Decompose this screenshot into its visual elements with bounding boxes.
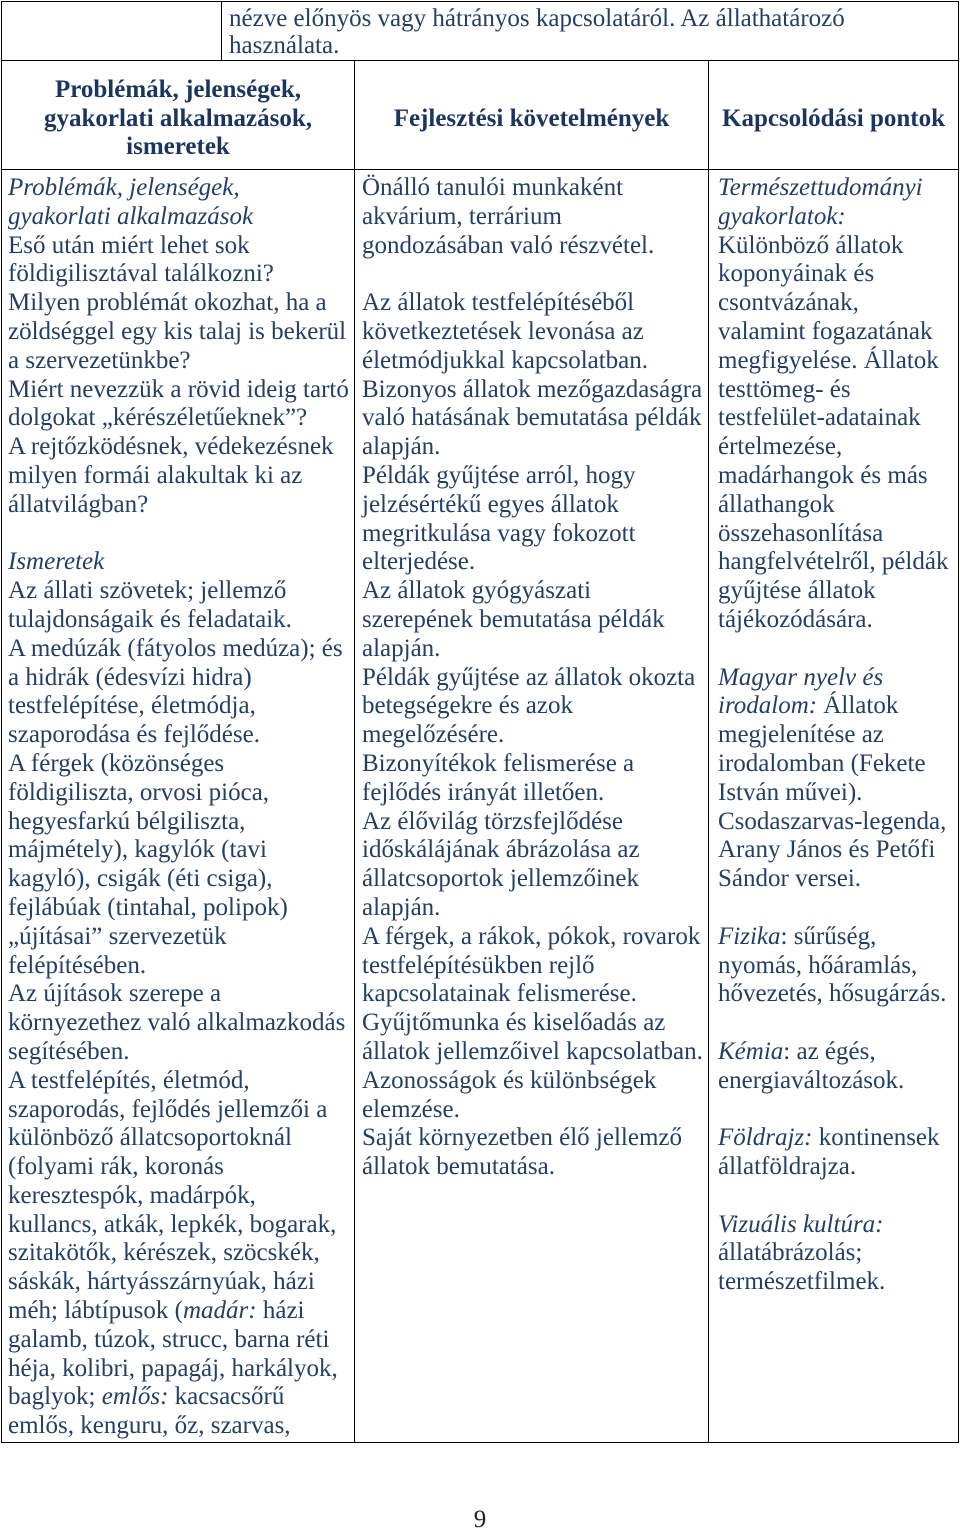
text-line: nyomás, hőáramlás, [718, 951, 918, 979]
text-line: Az újítások szerepe a [8, 980, 222, 1008]
text-line: összehasonlítása [718, 519, 884, 547]
text-line: következtetések levonása az [362, 317, 644, 345]
text-line: Gyűjtőmunka és kiselőadás az [362, 1009, 666, 1037]
text-line: A medúzák (fátyolos medúza); és [8, 634, 343, 662]
text-line: állatábrázolás; [718, 1239, 863, 1267]
text-line: állathangok [718, 490, 835, 518]
text-line: dolgokat „kérészéletűeknek”? [8, 404, 308, 432]
text-line: energiaváltozások. [718, 1066, 905, 1094]
text-line: tájékozódására. [718, 605, 873, 633]
text-block [8, 548, 354, 1441]
text-line: galamb, túzok, strucc, barna réti [8, 1325, 330, 1353]
text-line: milyen formái alakultak ki az [8, 461, 303, 489]
text-line: Különböző állatok [718, 231, 904, 259]
text-line: állatvilágban? [8, 490, 149, 518]
text-line: Bizonyos állatok mezőgazdaságra [362, 375, 703, 403]
text-line [718, 1124, 958, 1153]
italic-text: Természettudományi [718, 174, 923, 201]
page-number: 9 [473, 1506, 487, 1532]
text-line: megritkulása vagy fokozott [362, 519, 636, 547]
text-line [8, 1383, 354, 1412]
text-line: megjelenítése az [718, 721, 884, 749]
text-line: elemzése. [362, 1095, 460, 1123]
text-line: A férgek (közönséges [8, 749, 225, 777]
text-line: akvárium, terrárium [362, 202, 562, 230]
header-line: Fejlesztési követelmények [393, 104, 670, 132]
text-line: fejlődés irányát illetően. [362, 778, 605, 806]
italic-text: gyakorlati alkalmazások [8, 202, 254, 230]
text-line: jelzésértékű egyes állatok [362, 490, 619, 518]
text-line: testtömeg- és [718, 375, 851, 403]
text-line: értelmezése, [718, 433, 843, 461]
text-line: életmódjukkal kapcsolatban. [362, 346, 649, 374]
text-line: segítésében. [8, 1037, 130, 1065]
text-block [718, 923, 958, 1009]
text-line: Milyen problémát okozhat, ha a [8, 289, 327, 317]
text-line: keresztespók, madárpók, [8, 1181, 256, 1209]
text-line: Azonosságok és különbségek [362, 1066, 657, 1094]
text-block [718, 1038, 958, 1096]
text-line: nézve előnyös vagy hátrányos kapcsolatáról. Az állathatározó [229, 5, 845, 32]
text-line: Példák gyűjtése arról, hogy [362, 461, 636, 489]
text-line: felépítésében. [8, 951, 147, 979]
column-header-requirements [354, 60, 709, 170]
text-line: a hidrák (édesvízi hidra) [8, 663, 252, 691]
text-line: használata. [229, 32, 340, 59]
text-line: „újításai” szervezetük [8, 922, 227, 950]
text-line: szaporodás, fejlődés jellemzői a [8, 1095, 328, 1123]
text-line: földigilisztával találkozni? [8, 260, 274, 288]
text-line: megfigyelése. Állatok [718, 346, 939, 374]
column-body-problems [1, 169, 355, 1443]
text-line: kullancs, atkák, lepkék, bogarak, [8, 1210, 337, 1238]
text-line: alapján. [362, 634, 441, 662]
text-line: A férgek, a rákok, pókok, rovarok [362, 922, 701, 950]
text-line: testfelépítésükben rejlő [362, 951, 595, 979]
text-line: a szervezetünkbe? [8, 346, 191, 374]
text-line [8, 548, 354, 577]
text-block [718, 1211, 958, 1297]
text-block [362, 174, 708, 260]
text-line: Saját környezetben élő jellemző [362, 1124, 683, 1152]
text-line: betegségekre és azok [362, 692, 573, 720]
text-line: (folyami rák, koronás [8, 1153, 224, 1181]
header-line: ismeretek [126, 133, 230, 161]
text-line: Az élővilág törzsfejlődése [362, 807, 624, 835]
text-line: sáskák, hártyásszárnyúak, házi [8, 1268, 315, 1296]
italic-text: Vizuális kultúra: [718, 1210, 884, 1238]
text-line: alapján. [362, 893, 441, 921]
text-line [718, 692, 958, 721]
text-block [718, 664, 958, 894]
italic-text: irodalom: [718, 692, 818, 720]
text-line [8, 203, 354, 232]
text-line [718, 1038, 958, 1067]
text-line: májmétely), kagylók (tavi [8, 836, 267, 864]
text-block [362, 289, 708, 1182]
text-line: irodalomban (Fekete [718, 749, 926, 777]
text-line: szerepének bemutatása példák [362, 605, 665, 633]
text-line: Önálló tanulói munkaként [362, 174, 624, 201]
text-line: való hatásának bemutatása példák [362, 404, 702, 432]
column-header-connections [708, 60, 959, 170]
italic-text: Kémia [718, 1037, 784, 1065]
text-line: Példák gyűjtése az állatok okozta [362, 663, 696, 691]
header-text [44, 76, 312, 162]
text-line: hangfelvételről, példák [718, 548, 949, 576]
text-line: testfelépítése, életmódja, [8, 692, 256, 720]
text-line [8, 1297, 354, 1326]
text-segment: házi [256, 1297, 305, 1325]
text-line: zöldséggel egy kis talaj is bekerül [8, 317, 347, 345]
text-line [718, 174, 958, 203]
text-line: különböző állatcsoportoknál [8, 1124, 292, 1152]
text-line: fejlábúak (tintahal, polipok) [8, 893, 288, 921]
text-line: A testfelépítés, életmód, [8, 1066, 250, 1094]
text-line: emlős, kenguru, őz, szarvas, [8, 1412, 291, 1440]
italic-text: Fizika [718, 922, 781, 950]
text-line: tulajdonságaik és feladataik. [8, 605, 292, 633]
text-segment: baglyok; [8, 1383, 102, 1411]
text-line [718, 203, 958, 232]
text-line: héja, kolibri, papagáj, harkályok, [8, 1354, 338, 1382]
text-line: A rejtőzködésnek, védekezésnek [8, 433, 334, 461]
italic-text: gyakorlatok: [718, 202, 846, 230]
text-line: Sándor versei. [718, 865, 862, 893]
text-line [718, 664, 958, 693]
text-line: Miért nevezzük a rövid ideig tartó [8, 375, 349, 403]
text-line: földigiliszta, orvosi pióca, [8, 778, 270, 806]
text-line: gondozásában való részvétel. [362, 231, 655, 259]
text-line: valamint fogazatának [718, 317, 933, 345]
column-header-problems [1, 60, 355, 170]
text-line: csontvázának, [718, 289, 859, 317]
text-line: testfelület-adatainak [718, 404, 921, 432]
text-line [718, 1211, 958, 1240]
italic-text: emlős: [101, 1383, 169, 1411]
italic-text: madár: [182, 1297, 257, 1325]
text-line: kagyló), csigák (éti csiga), [8, 865, 273, 893]
italic-text: Magyar nyelv és [718, 663, 884, 691]
text-line: állatcsoportok jellemzőinek [362, 865, 639, 893]
text-segment: kacsacsőrű [168, 1383, 285, 1411]
text-block [8, 174, 354, 520]
text-line: Bizonyítékok felismerése a [362, 749, 635, 777]
text-line [718, 923, 958, 952]
text-line: elterjedése. [362, 548, 476, 576]
text-line: szitakötők, kérészek, szöcskék, [8, 1239, 320, 1267]
italic-text: Problémák, jelenségek, [8, 174, 240, 201]
text-segment: méh; lábtípusok ( [8, 1297, 183, 1325]
text-line: időskálájának ábrázolása az [362, 836, 640, 864]
text-line: Eső után miért lehet sok [8, 231, 250, 259]
text-line: hővezetés, hősugárzás. [718, 980, 947, 1008]
text-line: madárhangok és más [718, 461, 928, 489]
text-line: kapcsolatainak felismerése. [362, 980, 637, 1008]
text-segment: Állatok [817, 692, 899, 720]
text-line: Az állatok testfelépítéséből [362, 289, 635, 317]
text-line: koponyáinak és [718, 260, 875, 288]
text-line: gyűjtése állatok [718, 577, 876, 605]
text-line: Csodaszarvas-legenda, [718, 807, 947, 835]
text-line: állatföldrajza. [718, 1153, 857, 1181]
italic-text: Ismeretek [8, 548, 105, 576]
text-line: alapján. [362, 433, 441, 461]
text-line: Arany János és Petőfi [718, 836, 936, 864]
text-line: Az állati szövetek; jellemző [8, 577, 287, 605]
text-line: Az állatok gyógyászati [362, 577, 592, 605]
header-line: Problémák, jelenségek, [54, 75, 302, 103]
text-line: állatok bemutatása. [362, 1153, 555, 1181]
continued-text-cell [221, 1, 959, 61]
text-line: szaporodása és fejlődése. [8, 721, 260, 749]
empty-cell [1, 1, 222, 61]
column-body-requirements [354, 169, 709, 1443]
text-line: állatok jellemzőivel kapcsolatban. [362, 1037, 703, 1065]
text-line: István művei). [718, 778, 863, 806]
italic-text: Földrajz: [718, 1124, 813, 1152]
text-line [8, 174, 354, 203]
column-body-connections [708, 169, 959, 1443]
text-segment: : az égés, [783, 1037, 876, 1065]
text-segment: : sűrűség, [780, 922, 877, 950]
text-line: megelőzésére. [362, 721, 505, 749]
header-line: Kapcsolódási pontok [722, 104, 945, 132]
header-line: gyakorlati alkalmazások, [43, 104, 313, 132]
text-line: környezethez való alkalmazkodás [8, 1009, 346, 1037]
text-segment: kontinensek [812, 1124, 940, 1152]
text-line: természetfilmek. [718, 1268, 886, 1296]
text-line: hegyesfarkú bélgiliszta, [8, 807, 246, 835]
text-block [718, 174, 958, 635]
text-block [718, 1124, 958, 1182]
